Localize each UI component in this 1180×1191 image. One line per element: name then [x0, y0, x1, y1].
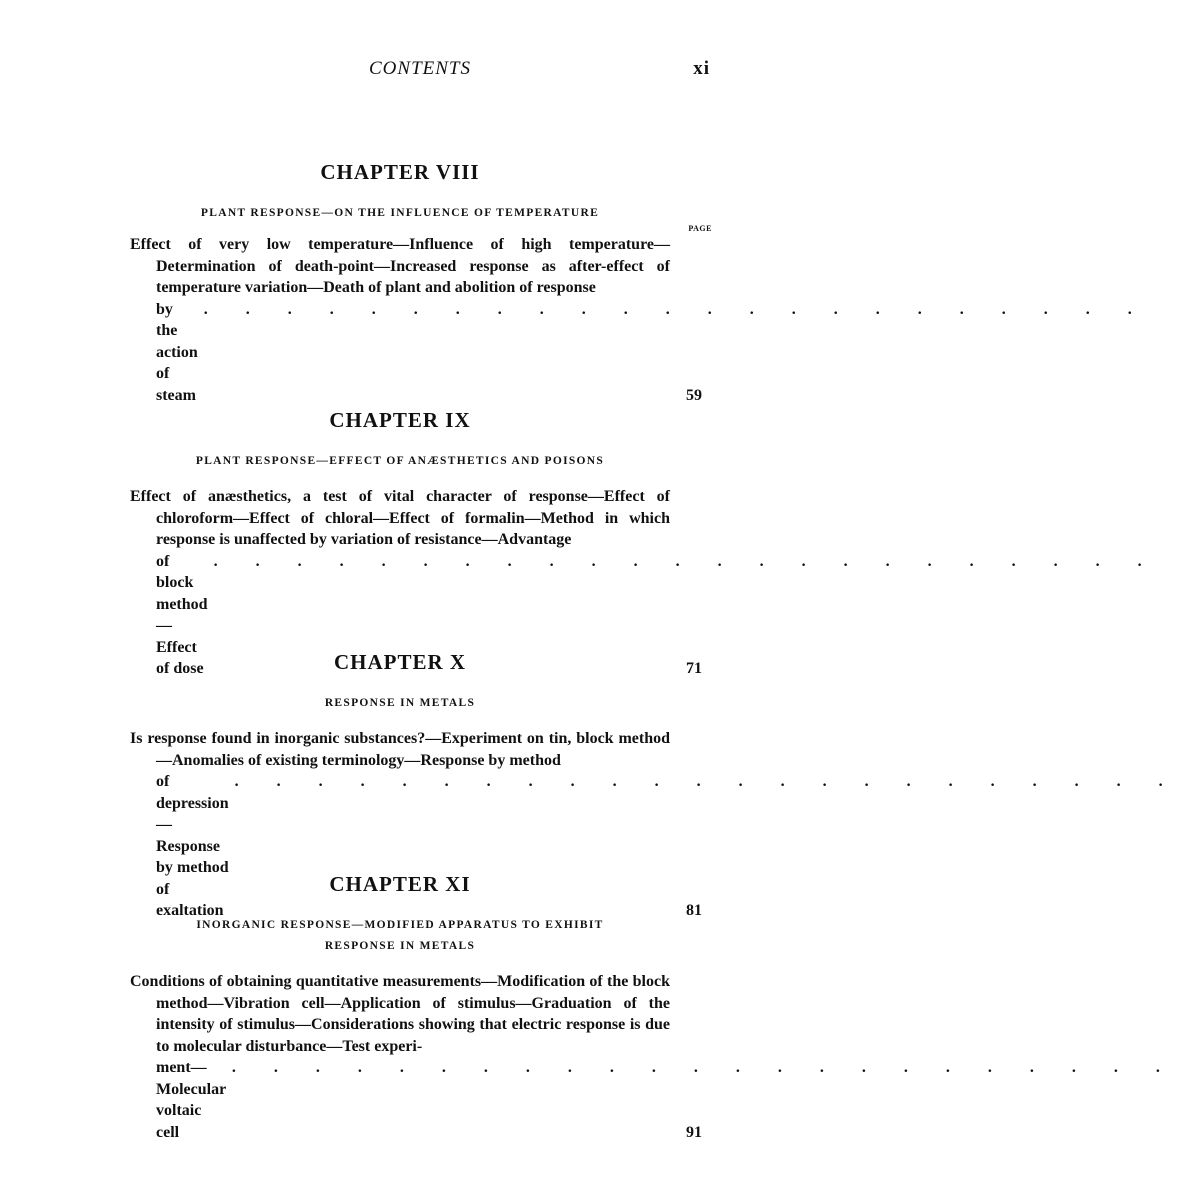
chapter-summary: Conditions of obtaining quantitative measurements—Modification of the block method—Vibration cell—Application of stimulus—Graduation of the intensity of stimulus—Considerations showing that electric response is due to molecular disturbance—Test experi- ment—Molecular voltaic cell . . . . . . . . . . . . . . . . . . . . . . . 91 [130, 971, 670, 1143]
running-title: CONTENTS [369, 58, 471, 79]
dot-leaders: . . . . . . . . . . . . . . . . . . . . . . . [213, 552, 1159, 570]
summary-last-line: ment—Molecular voltaic cell [156, 1059, 227, 1141]
summary-text: Conditions of obtaining quantitative measurements—Modification of the block method—Vibration cell—Application of stimulus—Graduation of the intensity of stimulus—Considerations showing that electric response is due to molecular disturbance—Test experi- [130, 973, 670, 1055]
chapter-subtitle: PLANT RESPONSE—ON THE INFLUENCE OF TEMPERATURE [200, 207, 600, 219]
chapter-subtitle: RESPONSE IN METALS [324, 697, 476, 709]
summary-last-line: by the action of steam [156, 300, 198, 404]
chapter-summary: Effect of anæsthetics, a test of vital character of response—Effect of chloroform—Effect of chloral—Effect of formalin—Method in which response is unaffected by variation of resistance—Advantage of block method—Effect of dose . . . . . . . . . . . . . . . . . . . . . . . 71 [130, 486, 670, 680]
dot-leaders: . . . . . . . . . . . . . . . . . . . . . . . [234, 773, 1180, 790]
page-column-label: PAGE [688, 224, 712, 233]
chapter-heading: CHAPTER XI [329, 872, 471, 896]
chapter-summary: Effect of very low temperature—Influence of high temperature—Determination of death-point—Increased response as after-effect of temperature variation—Death of plant and abolition of response by the action of steam . . . . . . . . . . . . . . . . . . . . . . . 59 [130, 234, 670, 406]
summary-text: Effect of very low temperature—Influence of high temperature—Determination of death-point—Increased response as after-effect of temperature variation—Death of plant and abolition of response [130, 236, 670, 296]
chapter-ix [130, 408, 1159, 680]
running-head [130, 58, 710, 84]
summary-text: Is response found in inorganic substances?—Experiment on tin, block method—Anomalies of existing terminology—Response by method [130, 730, 670, 769]
dot-leaders: . . . . . . . . . . . . . . . . . . . . . . . [231, 1059, 1177, 1076]
summary-last-line: of depression—Response by method of exaltation [156, 773, 229, 919]
chapter-viii [130, 160, 1149, 406]
chapter-heading: CHAPTER IX [329, 408, 471, 432]
chapter-summary: Is response found in inorganic substances?—Experiment on tin, block method—Anomalies of existing terminology—Response by method of depression—Response by method of exaltation . . . . . . . . . . . . . . . . . . . . . . . 81 [130, 728, 670, 922]
page-folio: xi [693, 58, 710, 79]
chapter-subtitle: PLANT RESPONSE—EFFECT OF ANÆSTHETICS AND POISONS [195, 455, 605, 467]
dot-leaders: . . . . . . . . . . . . . . . . . . . . . . . [203, 300, 1149, 318]
summary-last-line: of block method—Effect of dose [156, 552, 208, 677]
chapter-heading: CHAPTER X [333, 650, 467, 674]
summary-text: Effect of anæsthetics, a test of vital character of response—Effect of chloroform—Effect of chloral—Effect of formalin—Method in which response is unaffected by variation of resistance—Advantage [130, 488, 670, 548]
chapter-xi [130, 872, 1177, 1143]
chapter-subtitle: INORGANIC RESPONSE—MODIFIED APPARATUS TO EXHIBIT RESPONSE IN METALS [196, 919, 604, 952]
chapter-heading: CHAPTER VIII [320, 160, 480, 184]
